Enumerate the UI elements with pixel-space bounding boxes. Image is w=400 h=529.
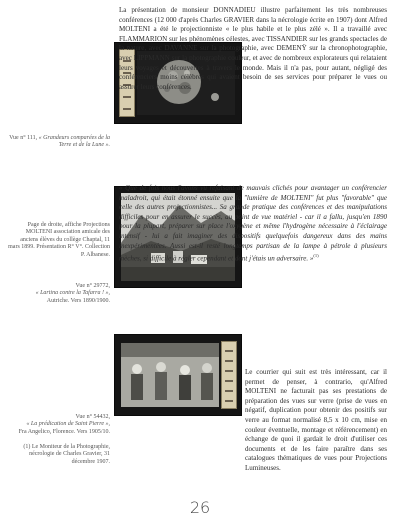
caption-slide-111: Vue n° 111, « Grandeurs comparées de la Terre et de la Lune ». <box>9 135 110 149</box>
page-number: 26 <box>189 498 211 517</box>
footnote-1: (1) Le Moniteur de la Photographie, nécrologie de Charles Gravier, 31 décembre 1907. <box>23 444 110 465</box>
caption-slide-29772: Vue n° 29772, « Lartina contre la Tafarra ! », Autriche. Vers 1890/1900. <box>35 283 110 304</box>
caption-slide-54432: Vue n° 54432, « La prédication de Saint Pierre », Fra Angelico, Florence. Vers 1905/10. <box>18 414 110 435</box>
body-paragraph-1: La présentation de monsieur DONNADIEU illustre parfaitement les très nombreuses conférences (12 000 d'après Charles GRAVIER dans la nécrologie écrite en 1907) dont Alfred MOLTENI a été le projectionniste « le plus habile et le plus zélé ». Il a travaillé avec FLAMMARION sur les phénomènes célestes, avec TISSANDIER sur les grands spectacles de la nature, avec DAVANNE sur la photographie, avec DEMENŸ sur la chronophotographie, avec LIPPMANN sur la photographie couleur, et avec de nombreux explorateurs qui relataient leurs voyages et découvertes à travers le monde. Mais il n'a pas, pour autant, négligé des conférenciers moins célèbres qui avaient besoin de ses services pour préparer le vues ou assurer leurs conférences. <box>119 6 387 91</box>
body-paragraph-2: Le courrier qui suit est très intéressant, car il permet de penser, à contrario, qu'Alfred MOLTENI ne facturait pas ses prestations de préparation des vues sur verre (prise de vues en négatif, duplication pour obtenir des positifs sur verre au format normalisé 8,5 x 10 cm, mise en couleur éventuelle, montage et référencement) en échange de quoi il gardait le droit d'utiliser ces documents et de les faire paraître dans ses catalogues thématiques de vues pour Projections Lumineuses. <box>245 368 387 472</box>
quote-paragraph: « Que de fois nous l'avons vu refaisant de mauvais clichés pour avantager un conférencier maladroit, qui était étonné ensuite que la "lumière de MOLTENI" fut plus "favorable" que celle des autres projectionnistes... Sa grande pratique des conférences et des manipulations difficiles pour en assurer le succès, au point de vue matériel - car il a fallu, jusqu'en 1890 pour la plupart, préparer sur place l'oxygène et même l'hydrogène nécessaire à l'éclairage intensif - lui a fait imaginer des dispositifs quelquefois dangereux dans des mains inexpérimentées. Aussi est-il resté longtemps partisan de la lampe à pétrole à plusieurs mèches, si difficile à régler cependant et dont j'étais un adversaire. »$^{(1)}$ <box>119 184 387 263</box>
caption-poster: Page de droite, affiche Projections MOLTENI association amicale des anciens élèves du collège Chaptal, 11 mars 1899. Présentation R° V°. Collection P. Albanese. <box>8 222 110 258</box>
